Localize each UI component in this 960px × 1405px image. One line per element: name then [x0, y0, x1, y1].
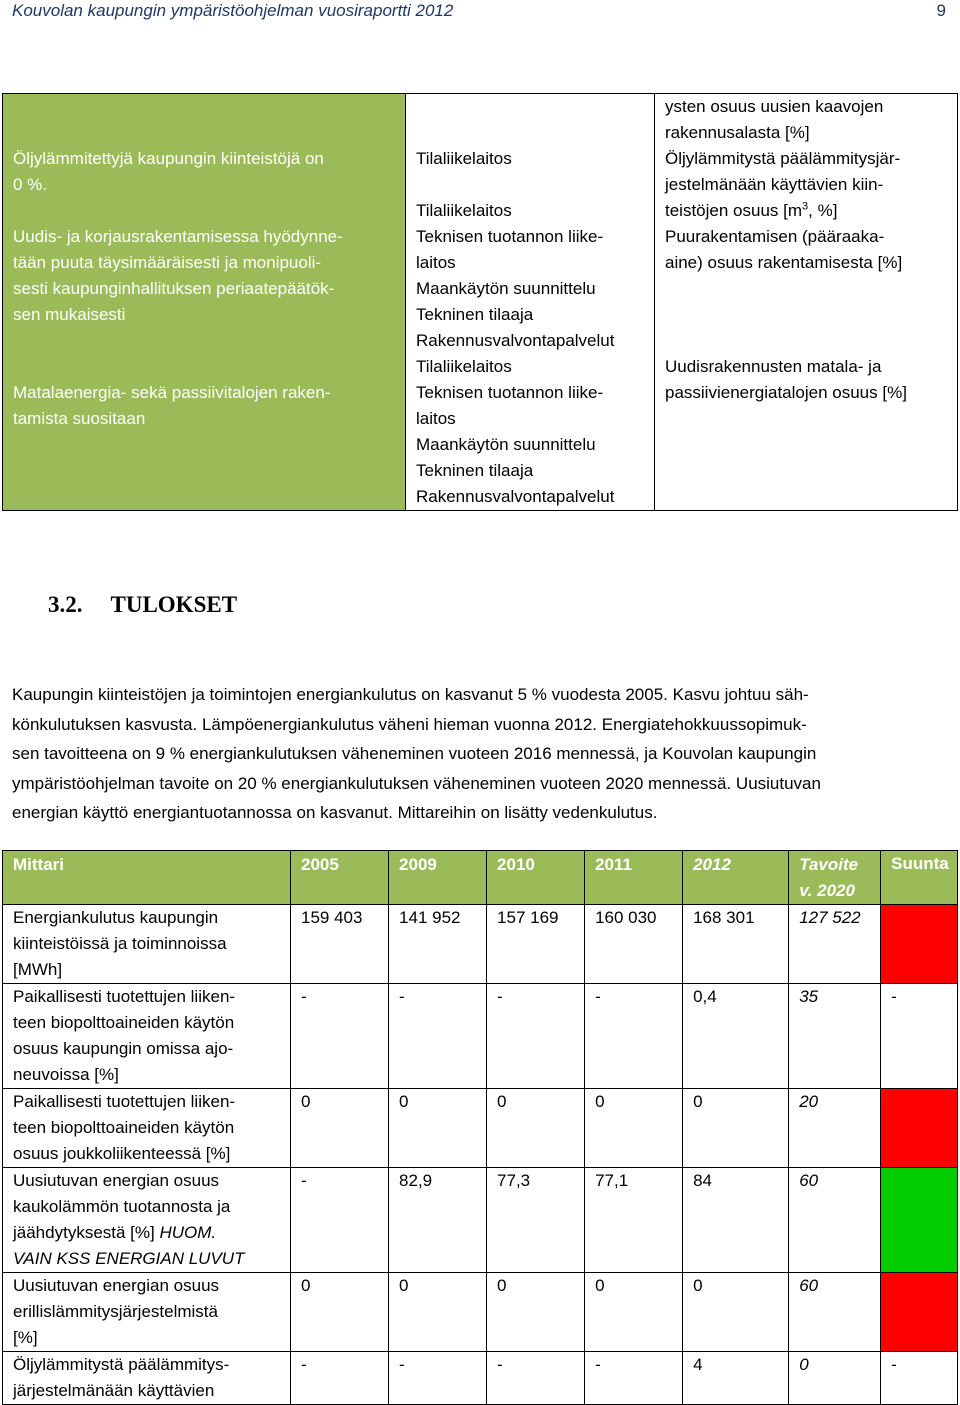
metric-value: 0	[291, 1273, 389, 1352]
section-number: 3.2.	[48, 592, 83, 617]
page-number: 9	[936, 1, 946, 20]
metric-value: 0,4	[683, 984, 789, 1089]
metric-value: -	[291, 1352, 389, 1405]
metric-value: 0	[683, 1273, 789, 1352]
metric-value: 159 403	[291, 905, 389, 984]
trend-indicator: -	[881, 1352, 958, 1405]
measure-column	[3, 94, 406, 511]
measures-table	[2, 93, 958, 511]
header-cell: Mittari	[3, 851, 291, 905]
responsible-text: Tilaliikelaitos	[416, 149, 512, 168]
metric-value: -	[389, 1352, 487, 1405]
indicator-text: ysten osuus uusien kaavojen rakennusalasta [%] Öljylämmitystä päälämmitysjär- jestelmänään käyttävien kiin- teistöjen osuus [$m^3$, %]	[665, 97, 901, 220]
trend-indicator: -	[881, 984, 958, 1089]
metric-value: 0	[291, 1089, 389, 1168]
metric-value: 157 169	[487, 905, 585, 984]
metric-target: 60	[789, 1273, 881, 1352]
metric-value: 141 952	[389, 905, 487, 984]
table-header-row	[3, 851, 958, 905]
page-header	[12, 0, 948, 22]
metric-value: 82,9	[389, 1168, 487, 1273]
metric-name: Uusiutuvan energian osuus kaukolämmön tuotannosta ja jäähdytyksestä [%] HUOM. VAIN KSS ENERGIAN LUVUT	[3, 1168, 291, 1273]
report-title: Kouvolan kaupungin ympäristöohjelman vuosiraportti 2012	[12, 1, 454, 20]
metric-name: Energiankulutus kaupungin kiinteistöissä ja toiminnoissa [MWh]	[3, 905, 291, 984]
section-title: TULOKSET	[110, 592, 238, 617]
metric-value: -	[487, 984, 585, 1089]
table-row	[3, 1168, 958, 1273]
metric-value: 0	[389, 1273, 487, 1352]
metric-target: 20	[789, 1089, 881, 1168]
header-cell: 2010	[487, 851, 585, 905]
metric-target: 0	[789, 1352, 881, 1405]
metric-target: 35	[789, 984, 881, 1089]
header-cell: 2011	[585, 851, 683, 905]
metric-value: 160 030	[585, 905, 683, 984]
table-row	[3, 1273, 958, 1352]
metric-value: 84	[683, 1168, 789, 1273]
metric-value: 0	[683, 1089, 789, 1168]
header-cell: 2012	[683, 851, 789, 905]
metric-value: -	[487, 1352, 585, 1405]
table-row	[3, 905, 958, 984]
metric-table	[2, 850, 958, 1405]
metric-value: -	[291, 1168, 389, 1273]
metric-name: Paikallisesti tuotettujen liiken- teen biopolttoaineiden käytön osuus kaupungin omissa ajo- neuvoissa [%]	[3, 984, 291, 1089]
measure-text: Öljylämmitettyjä kaupungin kiinteistöjä on 0 %.	[13, 149, 324, 194]
metric-value: -	[291, 984, 389, 1089]
responsible-text: Tilaliikelaitos Teknisen tuotannon liike- laitos Maankäytön suunnittelu Tekninen tilaaja Rakennusvalvontapalvelut	[416, 201, 615, 350]
metric-value: -	[389, 984, 487, 1089]
trend-indicator	[881, 1089, 958, 1168]
indicator-column	[655, 94, 958, 511]
section-heading	[48, 592, 237, 618]
metric-value: -	[585, 1352, 683, 1405]
trend-indicator	[881, 1273, 958, 1352]
measure-text: Matalaenergia- sekä passiivitalojen raken- tamista suositaan	[13, 383, 331, 428]
trend-indicator	[881, 905, 958, 984]
table-row	[3, 984, 958, 1089]
header-cell: Tavoite v. 2020	[789, 851, 881, 905]
metric-value: 0	[487, 1089, 585, 1168]
table-row	[3, 1089, 958, 1168]
measure-text: Uudis- ja korjausrakentamisessa hyödynne- tään puuta täysimääräisesti ja monipuoli- sesti kaupunginhallituksen periaatepäätök- sen mukaisesti	[13, 227, 343, 324]
metric-name: Öljylämmitystä päälämmitys- järjestelmänään käyttävien	[3, 1352, 291, 1405]
table-row	[3, 1352, 958, 1405]
metric-name: Paikallisesti tuotettujen liiken- teen biopolttoaineiden käytön osuus joukkoliikenteessä [%]	[3, 1089, 291, 1168]
responsible-column	[406, 94, 655, 511]
metric-value: 168 301	[683, 905, 789, 984]
header-cell: 2009	[389, 851, 487, 905]
metric-target: 60	[789, 1168, 881, 1273]
metric-target: 127 522	[789, 905, 881, 984]
metric-value: -	[585, 984, 683, 1089]
header-cell: 2005	[291, 851, 389, 905]
responsible-text: Tilaliikelaitos Teknisen tuotannon liike- laitos Maankäytön suunnittelu Tekninen tilaaja Rakennusvalvontapalvelut	[416, 357, 615, 506]
metric-value: 0	[487, 1273, 585, 1352]
header-cell: Suunta	[881, 851, 958, 905]
metric-value: 0	[585, 1089, 683, 1168]
indicator-text: Uudisrakennusten matala- ja passiivienergiatalojen osuus [%]	[665, 357, 907, 402]
metric-value: 4	[683, 1352, 789, 1405]
metric-value: 0	[585, 1273, 683, 1352]
trend-indicator	[881, 1168, 958, 1273]
metric-value: 77,1	[585, 1168, 683, 1273]
metric-name: Uusiutuvan energian osuus erillislämmitysjärjestelmistä [%]	[3, 1273, 291, 1352]
indicator-text: Puurakentamisen (pääraaka- aine) osuus rakentamisesta [%]	[665, 227, 903, 272]
metric-value: 0	[389, 1089, 487, 1168]
metric-value: 77,3	[487, 1168, 585, 1273]
results-paragraph: Kaupungin kiinteistöjen ja toimintojen energiankulutus on kasvanut 5 % vuodesta 2005. Kasvu johtuu säh- könkulutuksen kasvusta. Lämpöenergiankulutus väheni hieman vuonna 2012. Energiatehokkuussopimuk- sen tavoitteena on 9 % energiankulutuksen väheneminen vuoteen 2016 mennessä, ja Kouvolan kaupungin ympäristöohjelman tavoite on 20 % energiankulutuksen väheneminen vuoteen 2020 mennessä. Uusiutuvan energian käyttö energiantuotannossa on kasvanut. Mittareihin on lisätty vedenkulutus.	[12, 685, 821, 822]
